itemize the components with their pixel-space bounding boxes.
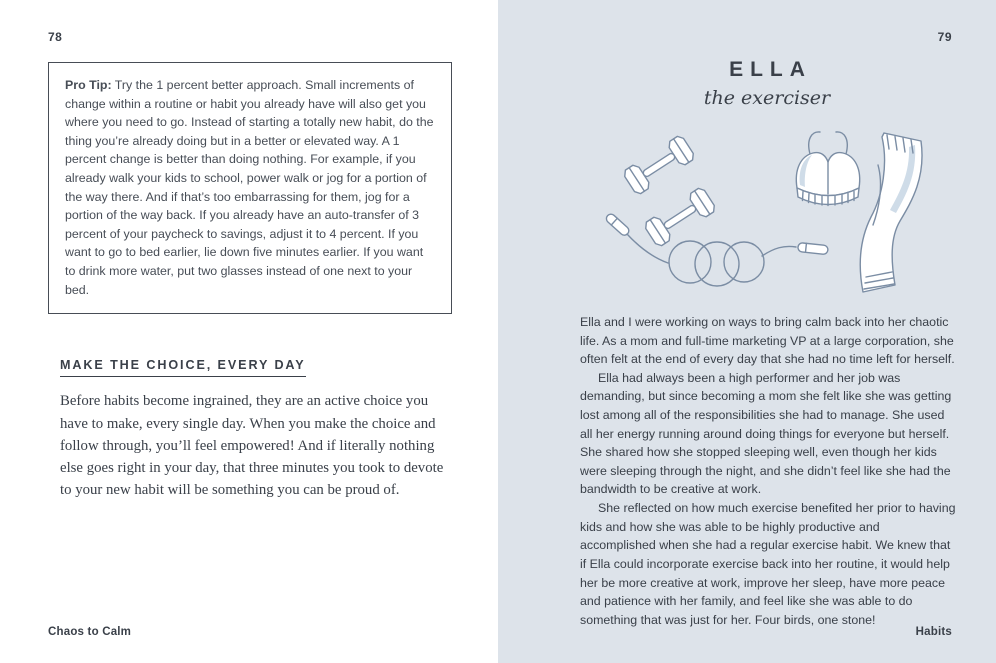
story-paragraph: She reflected on how much exercise benefited her prior to having kids and how she was able to be highly productive and accomplished when she had a regular exercise habit. We knew that if Ella could incorporate exercise back into her routine, it would help her be more creative at work, improve her sleep, have more peace and patience with her family, and feel like she was able to do something that was just for her. Four birds, one stone! [580,501,956,627]
pro-tip-box [48,62,452,314]
character-subtitle: the exerciser [703,87,831,109]
character-story [580,313,956,629]
pro-tip-label: Pro Tip: [65,78,112,92]
footer-section-title: Habits [915,626,952,638]
left-page-content [0,0,498,501]
footer-book-title: Chaos to Calm [48,626,132,638]
jump-rope-icon [605,212,829,286]
character-title: ELLA [729,58,812,81]
right-page [498,0,996,663]
dumbbell-icon [622,134,696,196]
dumbbell-icon [643,186,717,248]
story-paragraph: Ella had always been a high performer and her job was demanding, but since becoming a mom she felt like she was getting lost among all of the responsibilities she had to manage. She used all her energy running around doing things for everyone but herself. She shared how she stopped sleeping well, even though her kids were sleeping through the night, and she didn’t feel like she had the bandwidth to be creative at work. [580,370,952,497]
page-number-left: 78 [48,30,63,44]
left-body-paragraph: Before habits become ingrained, they are an active choice you have to make, every single day. When you make the choice and follow through, you’ll feel empowered! And if literally nothing else goes right in your day, that three minutes you took to devote to your new habit will be something you can be proud of. [60,393,444,499]
exercise-equipment-illustration [602,125,932,303]
section-heading: MAKE THE CHOICE, EVERY DAY [60,358,306,377]
folded-towel-icon [860,133,922,292]
page-number-right: 79 [937,30,952,44]
right-page-content [498,0,996,629]
story-paragraph: Ella and I were working on ways to bring calm back into her chaotic life. As a mom and full-time marketing VP at a large corporation, she often felt at the end of every day that she had no time left for herself. [580,315,955,367]
pro-tip-text: Try the 1 percent better approach. Small increments of change within a routine or habit you already have will also get you where you need to go. Instead of starting a totally new habit, do the thing you’re already doing but in a better or elevated way. A 1 percent change is better than doing nothing. For example, if you already walk your kids to school, power walk or jog for a portion of the way there. And if that’s too embarrassing for them, jog for a portion of the way back. If you already have an auto-transfer of 3 percent of your paycheck to savings, adjust it to 4 percent. If you want to go to bed earlier, lie down five minutes earlier. If you want to drink more water, put two glasses instead of one next to your bed. [65,78,434,297]
sports-bra-icon [796,132,859,206]
